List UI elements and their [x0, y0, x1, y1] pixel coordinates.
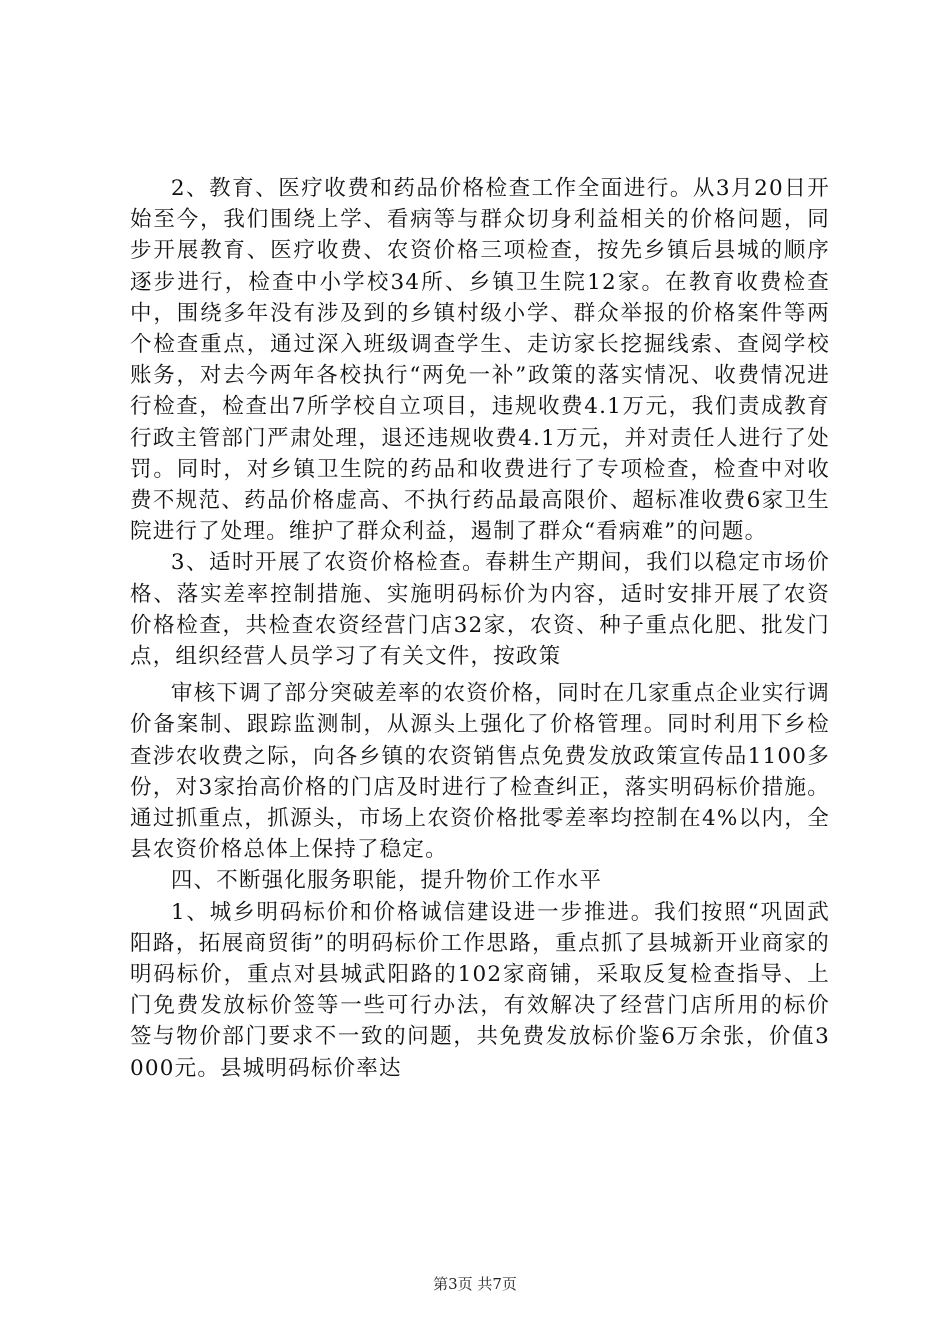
page-indicator: 第3页 共7页	[433, 1275, 517, 1293]
paragraph-agri-price-review: 审核下调了部分突破差率的农资价格，同时在几家重点企业实行调价备案制、跟踪监测制，从源头上强化了价格管理。同时利用下乡检查涉农收费之际，向各乡镇的农资销售点免费发放政策宣传品1100多份，对3家抬高价格的门店及时进行了检查纠正，落实明码标价措施。通过抓重点，抓源头，市场上农资价格批零差率均控制在4%以内，全县农资价格总体上保持了稳定。	[130, 681, 830, 863]
paragraph-education-medical-check: 2、教育、医疗收费和药品价格检查工作全面进行。从3月20日开始至今，我们围绕上学、看病等与群众切身利益相关的价格问题，同步开展教育、医疗收费、农资价格三项检查，按先乡镇后县城的顺序逐步进行，检查中小学校34所、乡镇卫生院12家。在教育收费检查中，围绕多年没有涉及到的乡镇村级小学、群众举报的价格案件等两个检查重点，通过深入班级调查学生、走访家长挖掘线索、查阅学校账务，对去今两年各校执行“两免一补”政策的落实情况、收费情况进行检查，检查出7所学校自立项目，违规收费4.1万元，我们责成教育行政主管部门严肃处理，退还违规收费4.1万元，并对责任人进行了处罚。同时，对乡镇卫生院的药品和收费进行了专项检查，检查中对收费不规范、药品价格虚高、不执行药品最高限价、超标准收费6家卫生院进行了处理。维护了群众利益，遏制了群众“看病难”的问题。	[130, 176, 830, 545]
paragraph-agri-price-check: 3、适时开展了农资价格检查。春耕生产期间，我们以稳定市场价格、落实差率控制措施、实施明码标价为内容，适时安排开展了农资价格检查，共检查农资经营门店32家，农资、种子重点化肥、批发门点，组织经营人员学习了有关文件，按政策	[130, 550, 830, 670]
document-body	[130, 173, 830, 1084]
paragraph-price-tagging: 1、城乡明码标价和价格诚信建设进一步推进。我们按照“巩固武阳路，拓展商贸街”的明码标价工作思路，重点抓了县城新开业商家的明码标价，重点对县城武阳路的102家商铺，采取反复检查指导、上门免费发放标价签等一些可行办法，有效解决了经营门店所用的标价签与物价部门要求不一致的问题，共免费发放标价鉴6万余张，价值3000元。县城明码标价率达	[130, 899, 830, 1081]
section-heading-service: 四、不断强化服务职能，提升物价工作水平	[170, 868, 603, 894]
